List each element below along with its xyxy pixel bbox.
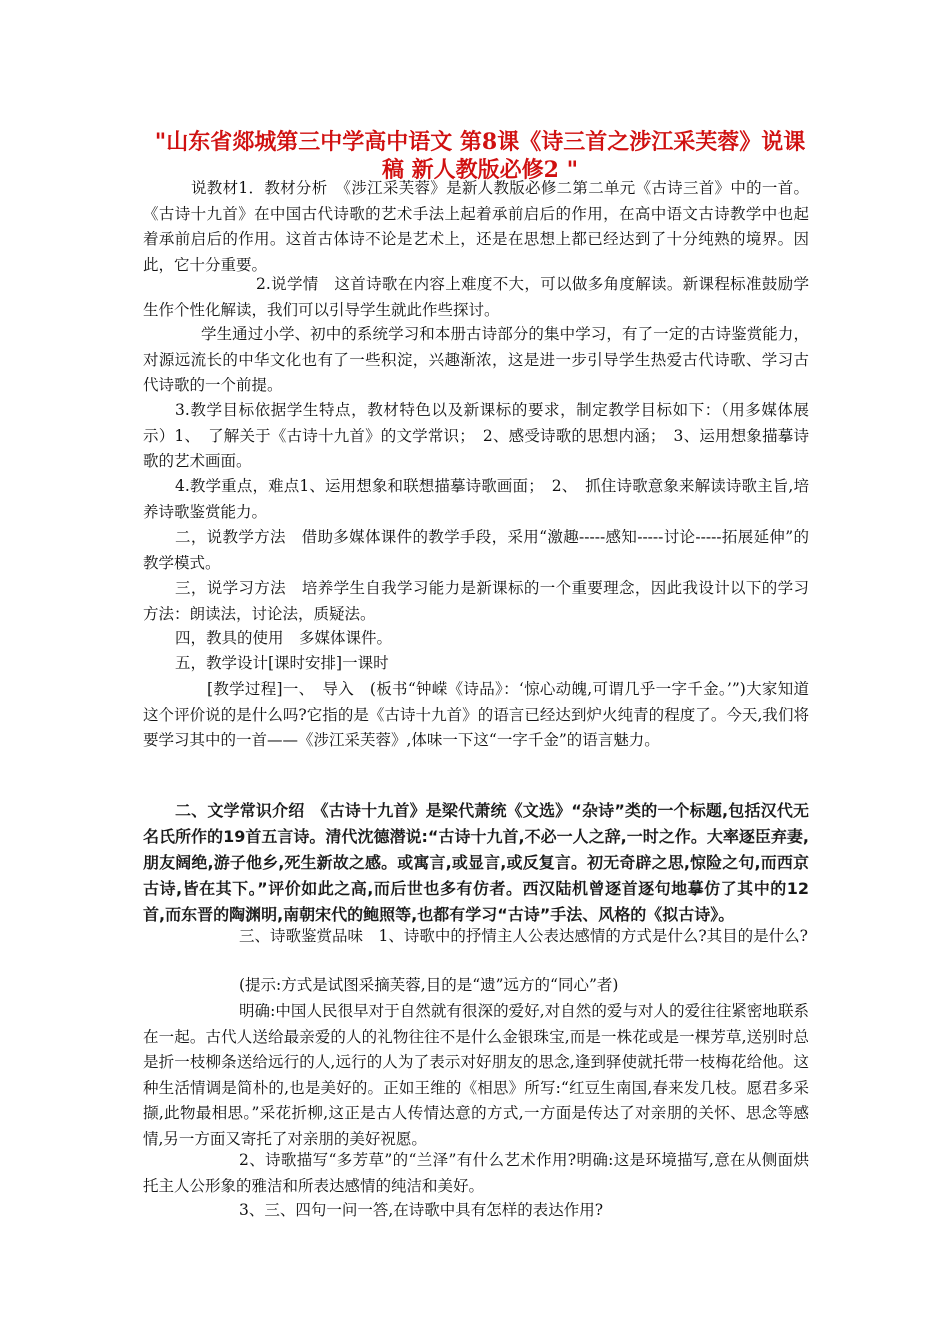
paragraph-teaching-aids: 四，教具的使用 多媒体课件。 xyxy=(175,629,393,647)
document-title: "山东省郯城第三中学高中语文 第8课《诗三首之涉江采芙蓉》说课稿 新人教版必修2 " xyxy=(154,129,806,183)
paragraph-question-3: 3、三、四句一问一答,在诗歌中具有怎样的表达作用? xyxy=(239,1201,604,1219)
paragraph-student-situation: 2.说学情 这首诗歌在内容上难度不大，可以做多角度解读。新课程标准鼓励学生作个性化解读，我们可以引导学生就此作些探讨。 xyxy=(143,275,809,319)
paragraph-clarification: 明确:中国人民很早对于自然就有很深的爱好,对自然的爱与对人的爱往往紧密地联系在一起。古代人送给最亲爱的人的礼物往往不是什么金银珠宝,而是一株花或是一棵芳草,送别时总是折一枝柳条送给远行的人,远行的人为了表示对好朋友的思念,逢到驿使就托带一枝梅花给他。这种生活情调是简朴的,也是美好的。正如王维的《相思》所写:“红豆生南国,春来发几枝。愿君多采撷,此物最相思。”采花折柳,这正是古人传情达意的方式,一方面是传达了对亲朋的关怀、思念等感情,另一方面又寄托了对亲朋的美好祝愿。 xyxy=(143,1002,809,1148)
paragraph-appreciation-question: 三、诗歌鉴赏品味 1、诗歌中的抒情主人公表达感情的方式是什么?其目的是什么? xyxy=(239,927,808,945)
paragraph-key-points: 4.教学重点，难点1、运用想象和联想描摹诗歌画面； 2、 抓住诗歌意象来解读诗歌主旨,培养诗歌鉴赏能力。 xyxy=(143,477,809,521)
paragraph-student-background: 学生通过小学、初中的系统学习和本册古诗部分的集中学习，有了一定的古诗鉴赏能力，对源远流长的中华文化也有了一些积淀，兴趣渐浓，这是进一步引导学生热爱古代诗歌、学习古代诗歌的一个前提。 xyxy=(143,325,809,394)
paragraph-question-2: 2、诗歌描写“多芳草”的“兰泽”有什么艺术作用?明确:这是环境描写,意在从侧面烘托主人公形象的雅洁和所表达感情的纯洁和美好。 xyxy=(143,1151,809,1195)
paragraph-teaching-method: 二，说教学方法 借助多媒体课件的教学手段，采用“激趣-----感知-----讨论-----拓展延伸”的教学模式。 xyxy=(143,528,809,572)
paragraph-hint: (提示:方式是试图采摘芙蓉,目的是“遗”远方的“同心”者) xyxy=(239,976,619,994)
paragraph-teaching-design: 五，教学设计[课时安排]一课时 xyxy=(175,654,389,672)
paragraph-introduction: [教学过程]一、 导入 (板书“钟嵘《诗品》：‘惊心动魄,可谓几乎一字千金。’”)大家知道这个评价说的是什么吗?它指的是《古诗十九首》的语言已经达到炉火纯青的程度了。今天,我们将要学习其中的一首——《涉江采芙蓉》,体味一下这“一字千金”的语言魅力。 xyxy=(143,680,809,749)
paragraph-literary-knowledge: 二、文学常识介绍 《古诗十九首》是梁代萧统《文选》“杂诗”类的一个标题,包括汉代无名氏所作的19首五言诗。清代沈德潜说:“古诗十九首,不必一人之辞,一时之作。大率逐臣弃妻,朋友阔绝,游子他乡,死生新故之感。或寓言,或显言,或反复言。初无奇辟之思,惊险之句,而西京古诗,皆在其下。”评价如此之高,而后世也多有仿者。西汉陆机曾逐首逐句地摹仿了其中的12首,而东晋的陶渊明,南朝宋代的鲍照等,也都有学习“古诗”手法、风格的《拟古诗》。 xyxy=(143,801,809,924)
paragraph-teaching-material: 说教材1．教材分析 《涉江采芙蓉》是新人教版必修二第二单元《古诗三首》中的一首。《古诗十九首》在中国古代诗歌的艺术手法上起着承前启后的作用，在高中语文古诗教学中也起着承前启后的作用。这首古体诗不论是艺术上，还是在思想上都已经达到了十分纯熟的境界。因此，它十分重要。 xyxy=(143,179,809,274)
paragraph-learning-method: 三，说学习方法 培养学生自我学习能力是新课标的一个重要理念，因此我设计以下的学习方法：朗读法，讨论法，质疑法。 xyxy=(143,579,809,623)
paragraph-teaching-goals: 3.教学目标依据学生特点，教材特色以及新课标的要求，制定教学目标如下：（用多媒体展示）1、 了解关于《古诗十九首》的文学常识； 2、感受诗歌的思想内涵； 3、运用想象描摹诗歌的艺术画面。 xyxy=(143,401,809,470)
